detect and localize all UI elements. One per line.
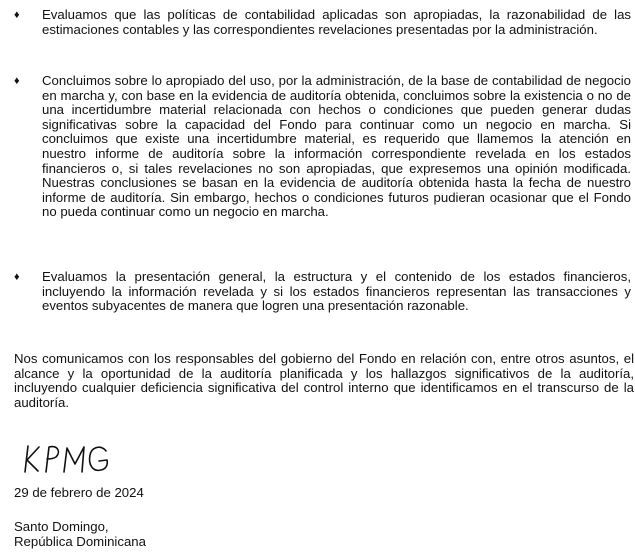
location-country: República Dominicana: [14, 533, 146, 549]
diamond-bullet-icon: ♦: [14, 271, 20, 283]
closing-paragraph: Nos comunicamos con los responsables del gobierno del Fondo en relación con, entre otros asuntos, el alcance y la oportunidad de la auditoría planificada y los hallazgos significativos de la auditoría, incluyendo cualquier deficiencia significativa del control interno que identificamos en el transcurso de la auditoría.: [14, 351, 634, 410]
diamond-bullet-icon: ♦: [14, 75, 20, 87]
diamond-bullet-icon: ♦: [14, 9, 20, 21]
bullet-text: Concluimos sobre lo apropiado del uso, por la administración, de la base de contabilidad de negocio en marcha y, con base en la evidencia de auditoría obtenida, concluimos sobre la existencia o no de una incertidumbre material relacionada con hechos o condiciones que pueden generar dudas significativas sobre la capacidad del Fondo para continuar como un negocio en marcha. Si concluimos que existe una incertidumbre material, es requerido que llamemos la atención en nuestro informe de auditoría sobre la información correspondiente revelada en los estados financieros o, si tales revelaciones no son apropiadas, que expresemos una opinión modificada. Nuestras conclusiones se basan en la evidencia de auditoría obtenida hasta la fecha de nuestro informe de auditoría. Sin embargo, hechos o condiciones futuros pudieran ocasionar que el Fondo no pueda continuar como un negocio en marcha.: [42, 73, 631, 220]
kpmg-signature: [20, 438, 120, 478]
report-location: [14, 520, 146, 549]
bullet-text: Evaluamos que las políticas de contabilidad aplicadas son apropiadas, la razonabilidad de las estimaciones contables y las correspondientes revelaciones presentadas por la administración.: [42, 7, 631, 37]
bullet-text: Evaluamos la presentación general, la estructura y el contenido de los estados financieros, incluyendo la información revelada y si los estados financieros representan las transacciones y eventos subyacentes de manera que logren una presentación razonable.: [42, 269, 631, 314]
report-date: 29 de febrero de 2024: [14, 485, 144, 500]
location-city: Santo Domingo,: [14, 519, 109, 534]
